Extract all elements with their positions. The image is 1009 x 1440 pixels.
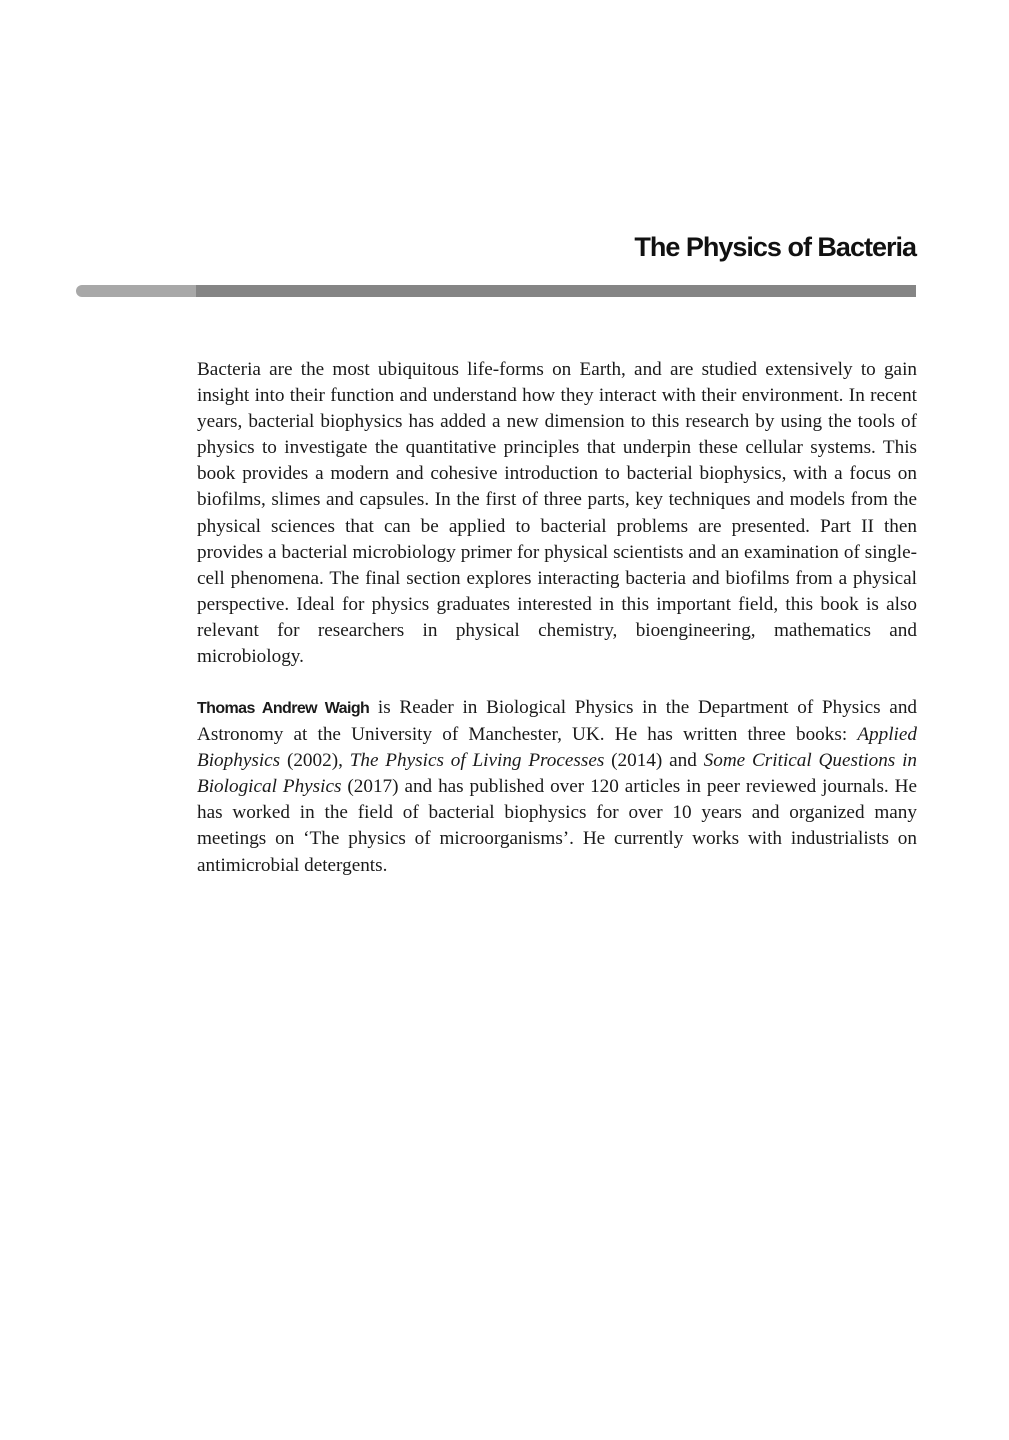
author-bio <box>197 695 917 879</box>
title-rule-dark-segment <box>196 285 916 297</box>
book-title-applied-biophysics: Applied Biophysics <box>197 724 917 772</box>
bio-text-1: is Reader in Biological Physics in the Department of Physics and Astronomy at the University of Manchester, UK. He has written three books: <box>197 697 918 746</box>
bio-text-2: (2002), <box>280 750 350 772</box>
author-name: Thomas Andrew Waigh <box>197 700 370 717</box>
title-rule-light-segment <box>76 285 196 297</box>
book-title-physics-of-living-processes: The Physics of Living Processes <box>349 750 605 772</box>
title-rule <box>76 285 916 297</box>
bio-text-4: (2017) and has published over 120 articles in peer reviewed journals. He has worked in the field of bacterial biophysics for over 10 years and organized many meetings on ‘The physics of microorganisms’. He currently works with industrialists on antimicrobial detergents. <box>197 776 917 876</box>
book-title-critical-questions: Some Critical Questions in Biological Physics <box>197 750 918 798</box>
book-description: Bacteria are the most ubiquitous life-forms on Earth, and are studied extensively to gain insight into their function and understand how they interact with their environment. In recent years, bacterial biophysics has added a new dimension to this research by using the tools of physics to investigate the quantitative principles that underpin these cellular systems. This book provides a modern and cohesive introduction to bacterial biophysics, with a focus on biofilms, slimes and capsules. In the first of three parts, key techniques and models from the physical sciences that can be applied to bacterial problems are presented. Part II then provides a bacterial microbiology primer for physical scientists and an examination of single-cell phenomena. The final section explores interacting bacteria and biofilms from a physical perspective. Ideal for physics graduates interested in this important field, this book is also relevant for researchers in physical chemistry, bioengineering, mathematics and microbiology. <box>197 359 917 668</box>
bio-text-3: (2014) and <box>604 750 704 772</box>
page-title: The Physics of Bacteria <box>634 232 916 262</box>
